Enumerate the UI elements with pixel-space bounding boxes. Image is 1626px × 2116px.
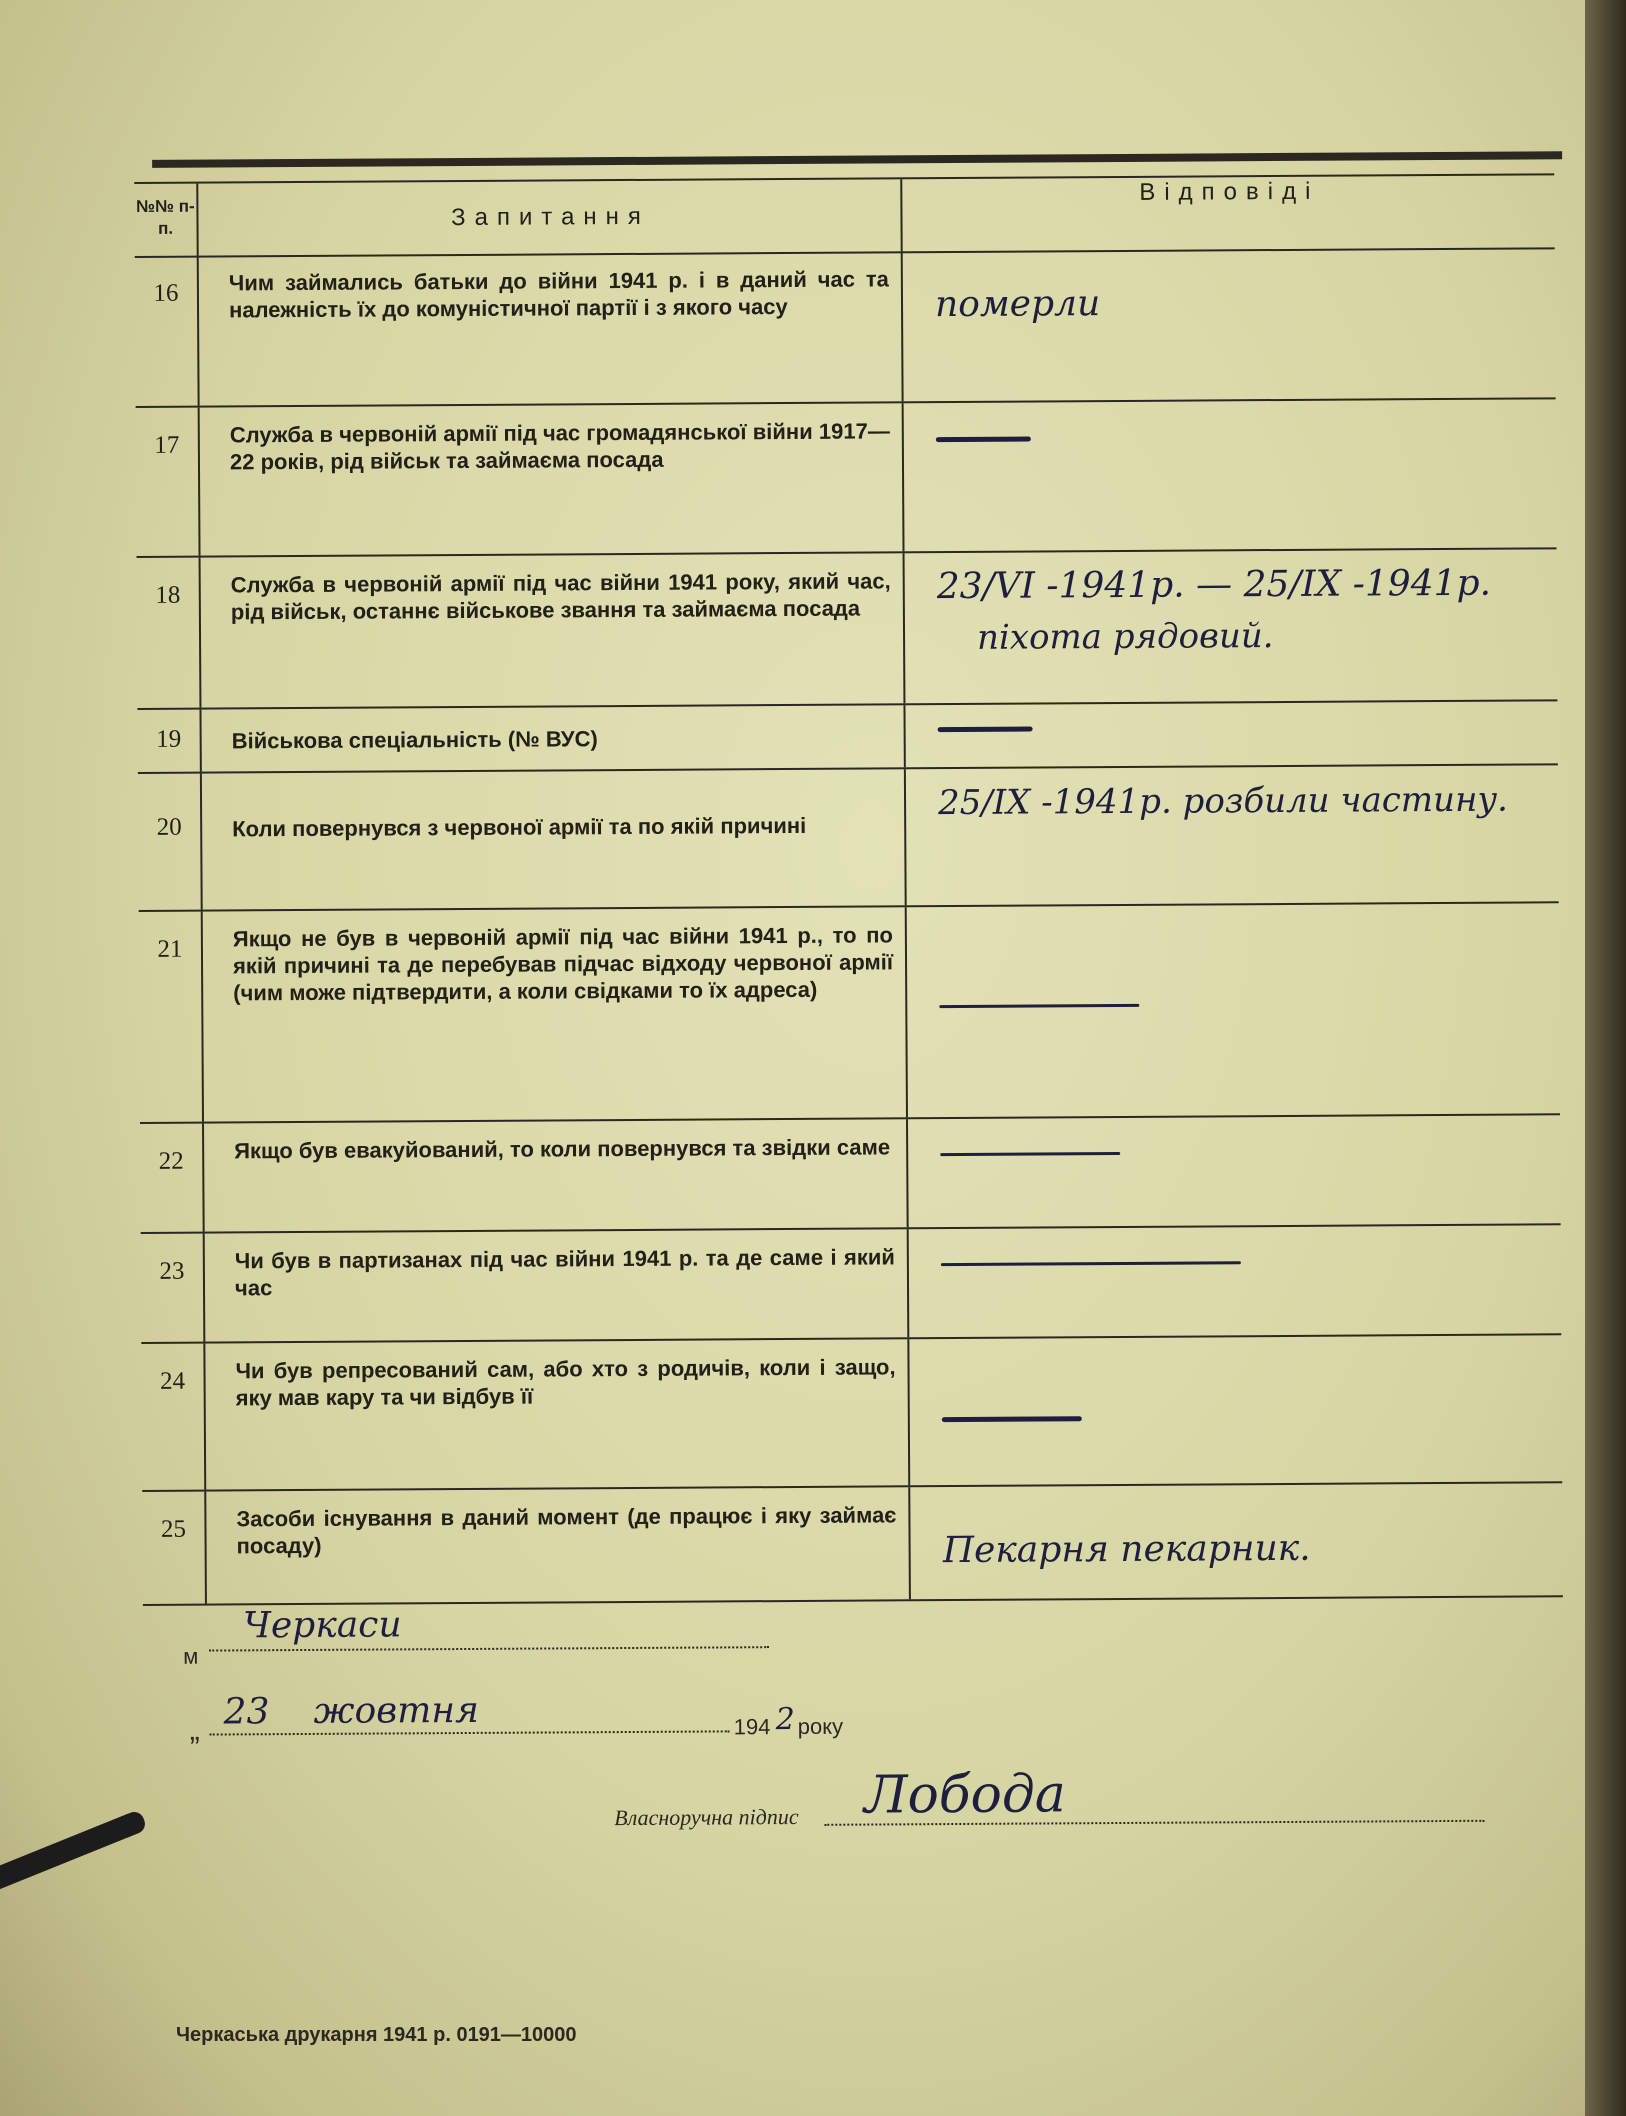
signature-label: Власноручна підпис — [614, 1803, 799, 1831]
answer-text: померли — [934, 283, 1101, 326]
row-answer — [927, 549, 1558, 703]
date-line — [210, 1730, 730, 1735]
signature-handwritten: Лобода — [863, 1764, 1067, 1826]
row-question: Якщо не був в червоній армії під час війни 1941 р., то по якій причині та де перебував підчас відходу червоної армії (чим може підтвердити, а коли свідками то їх адреса) — [205, 907, 908, 1121]
answer-dash — [941, 1261, 1241, 1266]
year-digit: 2 — [775, 1701, 795, 1738]
row-number: 21 — [139, 912, 204, 1122]
book-edge — [1585, 0, 1626, 2116]
answer-dash — [940, 1152, 1120, 1156]
row-question: Засоби існування в даний момент (де працює і яку займає посаду) — [208, 1487, 911, 1603]
answer-dash — [938, 727, 1033, 733]
row-number: 18 — [137, 558, 202, 708]
answer-text-line2: піхота рядовий. — [976, 616, 1274, 658]
row-answer — [927, 701, 1557, 767]
row-number: 23 — [141, 1234, 206, 1342]
row-number: 16 — [135, 256, 200, 406]
row-answer — [931, 1225, 1562, 1337]
row-question: Служба в червоній армії під час війни 1941 року, який час, рід військ, останнє військове звання та займаєма посада — [203, 553, 906, 707]
row-answer — [929, 903, 1560, 1117]
date-quote: „ — [189, 1713, 200, 1747]
city-prefix: м — [183, 1643, 199, 1669]
table-row — [135, 247, 1556, 408]
top-rule — [152, 151, 1562, 168]
answer-text: Пекарня пекарник. — [942, 1527, 1311, 1572]
table-row — [138, 765, 1559, 912]
date-day: 23 — [223, 1691, 270, 1733]
header-number: №№ п-п. — [134, 184, 198, 256]
table-row — [136, 399, 1557, 558]
row-number: 22 — [140, 1124, 205, 1232]
table-row — [137, 701, 1557, 774]
row-answer — [932, 1483, 1563, 1599]
city-handwritten: Черкаси — [242, 1604, 402, 1647]
row-question: Служба в червоній армії під час громадянської війни 1917—22 років, рід військ та займаєма посада — [202, 403, 905, 555]
header-answer: Відповіді — [1139, 177, 1320, 206]
table-row — [142, 1483, 1563, 1606]
answer-text: 23/VI -1941р. — 25/IX -1941р. — [936, 562, 1492, 608]
table-row — [137, 549, 1558, 710]
header-question: Запитання — [200, 179, 902, 255]
row-question: Якщо був евакуйований, то коли повернувся та звідки саме — [206, 1119, 909, 1231]
row-question: Військова спеціальність (№ ВУС) — [203, 705, 905, 771]
row-answer — [925, 247, 1556, 401]
table-row — [141, 1225, 1562, 1344]
row-number: 25 — [142, 1492, 207, 1604]
answer-dash — [939, 1004, 1139, 1008]
row-question: Чим займались батьки до війни 1941 р. і в даний час та належність їх до комуністичної партії і з якого часу — [201, 251, 904, 405]
table-row — [139, 903, 1560, 1124]
year-suffix: року — [797, 1713, 844, 1739]
table-row — [140, 1115, 1561, 1234]
row-number: 19 — [137, 710, 201, 772]
row-number: 24 — [141, 1344, 206, 1490]
row-answer — [930, 1115, 1561, 1227]
answer-text: 25/IX -1941р. розбили частину. — [937, 779, 1509, 824]
row-number: 20 — [138, 774, 203, 910]
date-month: жовтня — [313, 1689, 479, 1732]
year-prefix: 194 — [733, 1714, 771, 1740]
row-question: Чи був в партизанах під час війни 1941 р. та де саме і який час — [207, 1229, 910, 1341]
table-row — [141, 1335, 1562, 1492]
form-table — [134, 131, 1564, 1831]
printer-imprint: Черкаська друкарня 1941 р. 0191—10000 — [176, 2024, 577, 2046]
answer-dash — [936, 437, 1031, 443]
row-question: Коли повернувся з червоної армії та по якій причині — [204, 769, 907, 909]
answer-dash — [942, 1416, 1082, 1422]
city-line — [209, 1646, 769, 1651]
pen-object — [0, 1809, 148, 1893]
row-answer — [928, 765, 1559, 905]
row-answer — [926, 399, 1557, 551]
row-answer — [931, 1335, 1562, 1485]
row-question: Чи був репресований сам, або хто з родичів, коли і защо, яку мав кару та чи відбув її — [207, 1339, 910, 1489]
table-header — [134, 173, 1554, 258]
row-number: 17 — [136, 408, 201, 556]
